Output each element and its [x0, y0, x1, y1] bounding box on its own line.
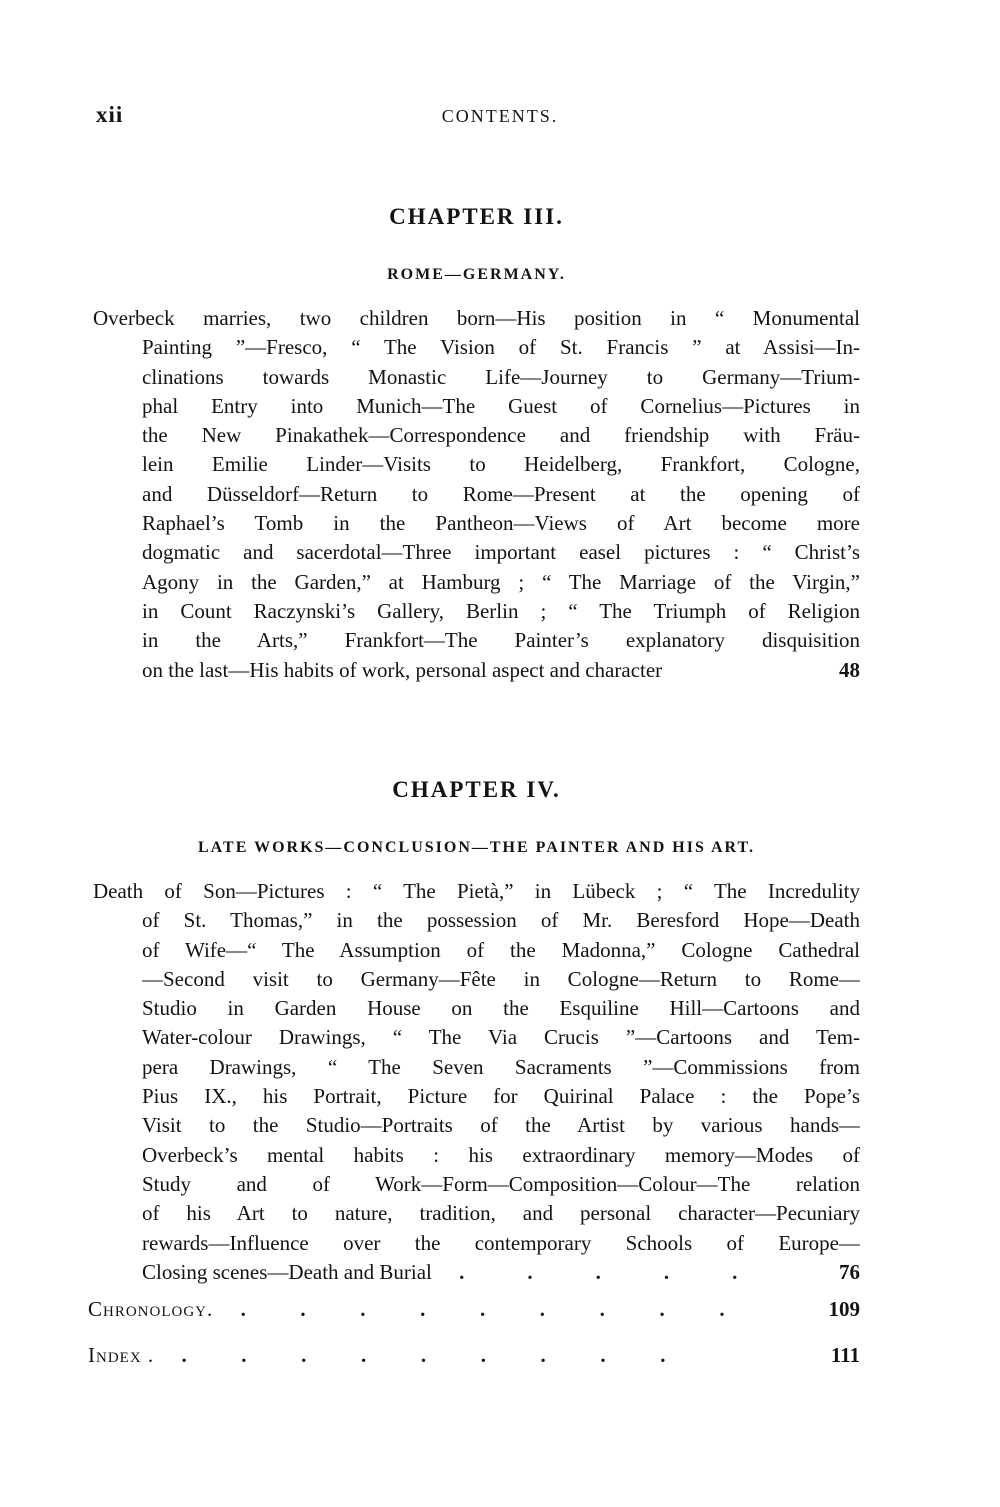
summary-line: and Düsseldorf—Return to Rome—Present at the opening of — [142, 481, 860, 506]
toc-page-ref: 109 — [828, 1297, 860, 1321]
summary-line: in the Arts,” Frankfort—The Painter’s explanatory disquisition — [142, 628, 860, 653]
summary-line: Overbeck marries, two children born—His position in “ Monumental — [93, 306, 860, 330]
toc-label: Chronology. — [88, 1297, 214, 1321]
running-head — [0, 102, 1000, 134]
chapter-4-subtitle: LATE WORKS—CONCLUSION—THE PAINTER AND HIS ART. — [197, 839, 755, 856]
chapter-3-heading: CHAPTER III. — [389, 204, 564, 229]
summary-line: phal Entry into Munich—The Guest of Cornelius—Pictures in — [142, 393, 860, 418]
summary-line: on the last—His habits of work, personal aspect and character — [142, 657, 663, 682]
leader-dots: ......... — [181, 1343, 721, 1367]
chapter-4-summary-paragraph — [93, 877, 860, 1258]
toc-entry-index — [88, 1343, 860, 1372]
summary-line: of Wife—“ The Assumption of the Madonna,” Cologne Cathedral — [142, 937, 860, 962]
chapter-3-summary-last-line — [93, 656, 860, 685]
chapter-3-page-ref: 48 — [839, 657, 860, 682]
chapter-3-subtitle: ROME—GERMANY. — [387, 266, 566, 283]
summary-line: Pius IX., his Portrait, Picture for Quirinal Palace : the Pope’s — [142, 1084, 860, 1109]
summary-line: Painting ”—Fresco, “ The Vision of St. Francis ” at Assisi—In- — [142, 335, 860, 360]
toc-entry-chronology — [88, 1297, 860, 1326]
page-number-roman: xii — [96, 102, 124, 127]
leader-dots: ..... — [459, 1259, 801, 1284]
summary-line: lein Emilie Linder—Visits to Heidelberg, Frankfort, Cologne, — [142, 452, 860, 477]
back-matter-entries — [88, 1297, 860, 1372]
summary-line: Closing scenes—Death and Burial — [142, 1259, 432, 1284]
chapter-4-summary-last-line — [93, 1258, 860, 1287]
summary-line: rewards—Influence over the contemporary Schools of Europe— — [142, 1230, 860, 1255]
chapter-4-section — [93, 777, 860, 1287]
summary-line: —Second visit to Germany—Fête in Cologne—Return to Rome— — [142, 966, 860, 991]
chapter-4-heading: CHAPTER IV. — [392, 777, 561, 802]
summary-line: pera Drawings, “ The Seven Sacraments ”—Commissions from — [142, 1054, 860, 1079]
chapter-3-section — [93, 204, 860, 685]
summary-line: Water-colour Drawings, “ The Via Crucis ”—Cartoons and Tem- — [142, 1025, 860, 1050]
summary-line: Agony in the Garden,” at Hamburg ; “ The Marriage of the Virgin,” — [142, 569, 860, 594]
summary-line: in Count Raczynski’s Gallery, Berlin ; “ The Triumph of Religion — [142, 598, 860, 623]
summary-line: of St. Thomas,” in the possession of Mr. Beresford Hope—Death — [142, 908, 860, 933]
summary-line: Studio in Garden House on the Esquiline Hill—Cartoons and — [142, 996, 860, 1021]
summary-line: Death of Son—Pictures : “ The Pietà,” in Lübeck ; “ The Incredulity — [93, 879, 860, 903]
running-title: CONTENTS. — [441, 106, 559, 126]
summary-line: clinations towards Monastic Life—Journey to Germany—Trium- — [142, 364, 860, 389]
chapter-3-summary-paragraph — [93, 304, 860, 656]
summary-line: Visit to the Studio—Portraits of the Artist by various hands— — [142, 1113, 860, 1138]
summary-line: Overbeck’s mental habits : his extraordinary memory—Modes of — [142, 1142, 860, 1167]
summary-line: of his Art to nature, tradition, and personal character—Pecuniary — [142, 1201, 860, 1226]
summary-line: Study and of Work—Form—Composition—Colour—The relation — [142, 1171, 860, 1196]
toc-label: Index . — [88, 1343, 155, 1367]
summary-line: the New Pinakathek—Correspondence and friendship with Fräu- — [142, 423, 860, 448]
toc-page-ref: 111 — [830, 1343, 860, 1367]
summary-line: dogmatic and sacerdotal—Three important easel pictures : “ Christ’s — [142, 540, 860, 565]
chapter-4-page-ref: 76 — [839, 1259, 860, 1284]
leader-dots: ......... — [240, 1297, 780, 1321]
summary-line: Raphael’s Tomb in the Pantheon—Views of Art become more — [142, 511, 860, 536]
